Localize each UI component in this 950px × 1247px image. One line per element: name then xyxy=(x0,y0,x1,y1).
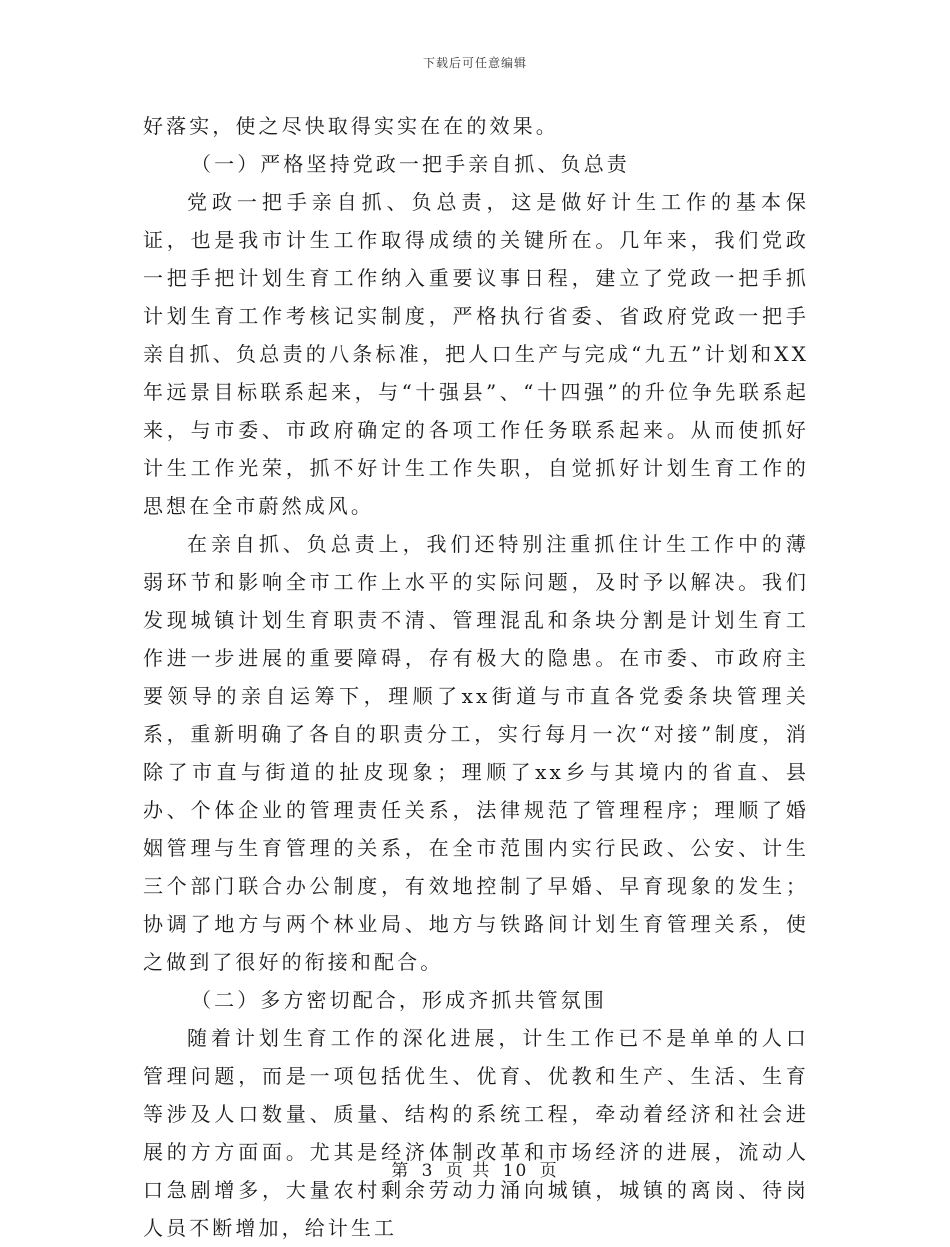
paragraph: 在亲自抓、负总责上，我们还特别注重抓住计生工作中的薄弱环节和影响全市工作上水平的实际问题，及时予以解决。我们发现城镇计划生育职责不清、管理混乱和条块分割是计划生育工作进一步进展的重要障碍，存有极大的隐患。在市委、市政府主要领导的亲自运筹下，理顺了xx街道与市直各党委条块管理关系，重新明确了各自的职责分工，实行每月一次“对接”制度，消除了市直与街道的扯皮现象；理顺了xx乡与其境内的省直、县办、个体企业的管理责任关系，法律规范了管理程序；理顺了婚姻管理与生育管理的关系，在全市范围内实行民政、公安、计生三个部门联合办公制度，有效地控制了早婚、早育现象的发生；协调了地方与两个林业局、地方与铁路间计划生育管理关系，使之做到了很好的衔接和配合。 xyxy=(143,532,809,974)
current-page-number: 3 xyxy=(421,1161,435,1181)
paragraph: 党政一把手亲自抓、负总责，这是做好计生工作的基本保证，也是我市计生工作取得成绩的关键所在。几年来，我们党政一把手把计划生育工作纳入重要议事日程，建立了党政一把手抓计划生育工作考核记实制度，严格执行省委、省政府党政一把手亲自抓、负总责的八条标准，把人口生产与完成“九五”计划和XX年远景目标联系起来，与“十强县”、“十四强”的升位争先联系起来，与市委、市政府确定的各项工作任务联系起来。从而使抓好计生工作光荣，抓不好计生工作失职，自觉抓好计划生育工作的思想在全市蔚然成风。 xyxy=(143,190,809,518)
page-header: 下载后可任意编辑 xyxy=(422,56,527,70)
paragraph-continuation: 好落实，使之尽快取得实实在在的效果。 xyxy=(143,114,559,138)
footer-middle: 页 共 xyxy=(445,1161,492,1181)
section-heading-2: （二）多方密切配合，形成齐抓共管氛围 xyxy=(191,988,607,1012)
page-footer xyxy=(0,1156,950,1181)
paragraph: 随着计划生育工作的深化进展，计生工作已不是单单的人口管理问题，而是一项包括优生、优育、优教和生产、生活、生育等涉及人口数量、质量、结构的系统工程，牵动着经济和社会进展的方方面面。尤其是经济体制改革和市场经济的进展，流动人口急剧增多，大量农村剩余劳动力涌向城镇，城镇的离岗、待岗人员不断增加，给计生工 xyxy=(143,1026,809,1240)
footer-prefix: 第 xyxy=(391,1161,411,1181)
total-page-count: 10 xyxy=(502,1161,529,1181)
document-body xyxy=(143,107,809,1247)
footer-suffix: 页 xyxy=(539,1161,559,1181)
section-heading-1: （一）严格坚持党政一把手亲自抓、负总责 xyxy=(191,152,630,176)
